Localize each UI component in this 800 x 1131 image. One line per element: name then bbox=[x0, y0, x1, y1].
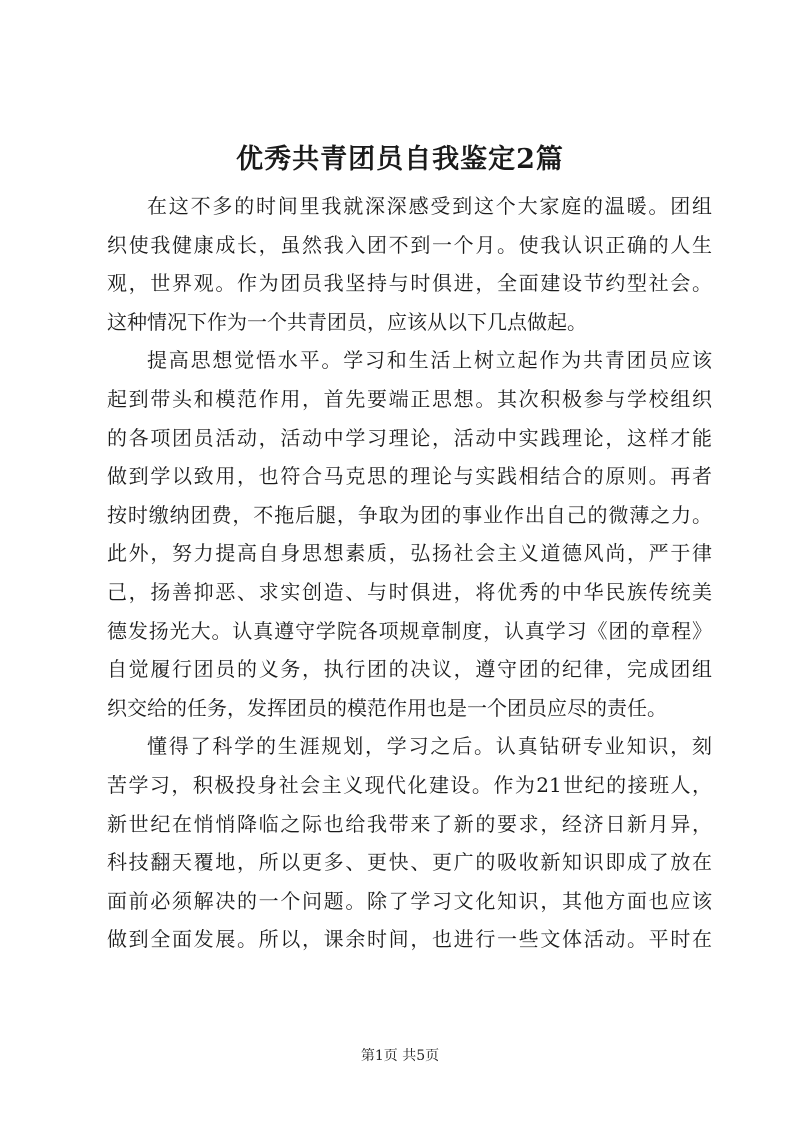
paragraph-line: 的各项团员活动，活动中学习理论，活动中实践理论，这样才能 bbox=[107, 425, 712, 450]
document-title: 优秀共青团员自我鉴定2篇 bbox=[236, 144, 564, 175]
paragraph-line: 懂得了科学的生涯规划，学习之后。认真钻研专业知识，刻 bbox=[147, 734, 712, 759]
paragraph-line: 苦学习，积极投身社会主义现代化建设。作为21世纪的接班人， bbox=[107, 772, 712, 797]
document-body bbox=[107, 187, 712, 959]
paragraph-line: 织交给的任务，发挥团员的模范作用也是一个团员应尽的责任。 bbox=[107, 695, 667, 720]
paragraph-line: 在这不多的时间里我就深深感受到这个大家庭的温暖。团组 bbox=[147, 194, 712, 218]
paragraph-line: 观，世界观。作为团员我坚持与时俱进，全面建设节约型社会。 bbox=[107, 271, 712, 296]
page-footer: 第1页 共5页 bbox=[360, 1048, 440, 1064]
paragraph-line: 织使我健康成长，虽然我入团不到一个月。使我认识正确的人生 bbox=[107, 232, 712, 257]
paragraph-line: 德发扬光大。认真遵守学院各项规章制度，认真学习《团的章程》 bbox=[107, 618, 712, 643]
paragraph-line: 做到学以致用，也符合马克思的理论与实践相结合的原则。再者 bbox=[107, 464, 712, 489]
paragraph-line: 按时缴纳团费，不拖后腿，争取为团的事业作出自己的微薄之力。 bbox=[107, 502, 712, 527]
paragraph-line: 这种情况下作为一个共青团员，应该从以下几点做起。 bbox=[107, 309, 587, 334]
paragraph-line: 此外，努力提高自身思想素质，弘扬社会主义道德风尚，严于律 bbox=[107, 541, 712, 566]
paragraph-line: 做到全面发展。所以，课余时间，也进行一些文体活动。平时在 bbox=[107, 927, 712, 952]
paragraph-line: 自觉履行团员的义务，执行团的决议，遵守团的纪律，完成团组 bbox=[107, 657, 712, 682]
paragraph-line: 科技翻天覆地，所以更多、更快、更广的吸收新知识即成了放在 bbox=[107, 850, 712, 875]
paragraph-line: 起到带头和模范作用，首先要端正思想。其次积极参与学校组织 bbox=[107, 386, 712, 411]
paragraph-line: 己，扬善抑恶、求实创造、与时俱进，将优秀的中华民族传统美 bbox=[107, 579, 712, 604]
paragraph-line: 面前必须解决的一个问题。除了学习文化知识，其他方面也应该 bbox=[107, 888, 712, 913]
paragraph-line: 提高思想觉悟水平。学习和生活上树立起作为共青团员应该 bbox=[147, 348, 712, 373]
paragraph-line: 新世纪在悄悄降临之际也给我带来了新的要求，经济日新月异， bbox=[107, 811, 712, 836]
